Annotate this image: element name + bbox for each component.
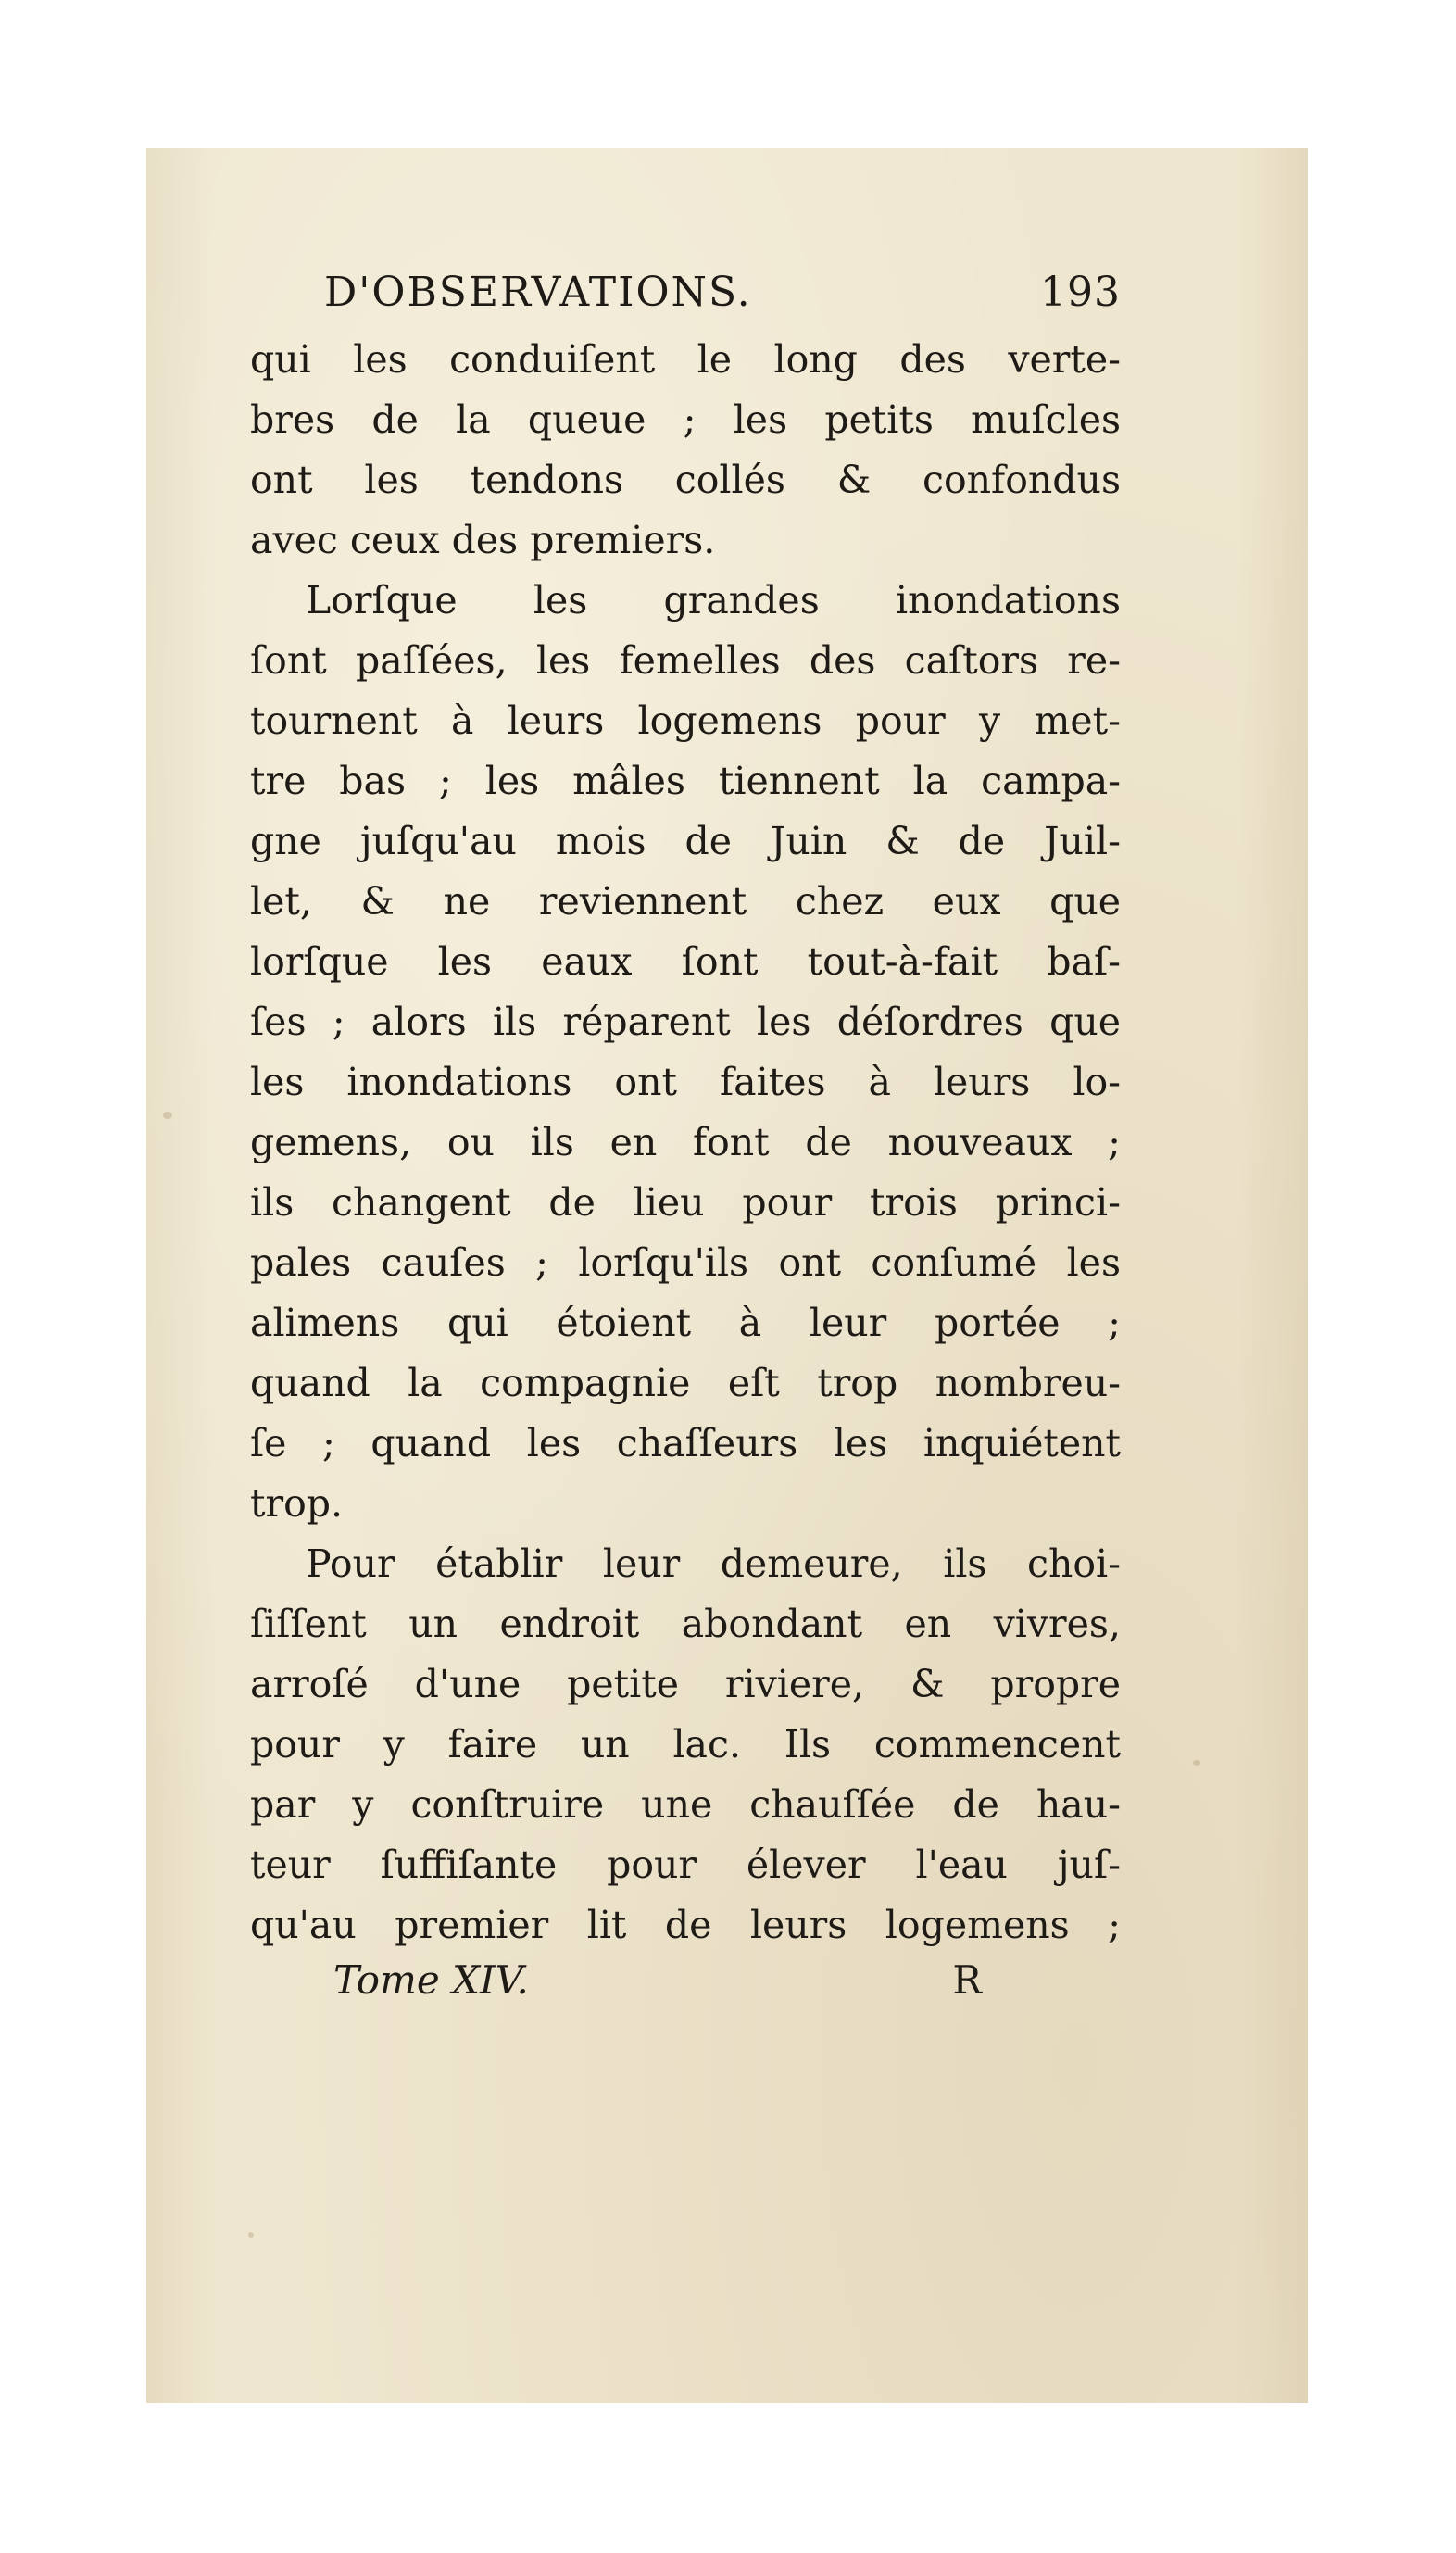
text-line: gemens, ou ils en font de nouveaux ; <box>250 1120 1121 1164</box>
paragraph-start-line: Pour établir leur demeure, ils choi- <box>306 1541 1121 1586</box>
volume-label: Tome XIV. <box>333 1957 529 2003</box>
page-smudge <box>248 2232 254 2238</box>
signature-mark: R <box>952 1957 982 2003</box>
text-line: tournent à leurs logemens pour y met- <box>250 698 1121 743</box>
text-line: ils changent de lieu pour trois princi- <box>250 1180 1121 1225</box>
text-line: pales cauſes ; lorſqu'ils ont conſumé les <box>250 1240 1121 1285</box>
text-line: bres de la queue ; les petits muſcles <box>250 397 1121 442</box>
text-line: quand la compagnie eſt trop nombreu- <box>250 1361 1121 1405</box>
paragraph-start-line: Lorſque les grandes inondations <box>306 578 1121 623</box>
text-line: ſont paſſées, les femelles des caſtors re- <box>250 638 1121 683</box>
text-line: qui les conduiſent le long des verte- <box>250 337 1121 382</box>
page-text-block <box>250 269 1121 2022</box>
text-line: par y conſtruire une chauſſée de hau- <box>250 1782 1121 1827</box>
text-line: avec ceux des premiers. <box>250 518 716 562</box>
text-line: ont les tendons collés & confondus <box>250 458 1121 502</box>
running-head <box>250 269 1121 330</box>
text-line: trop. <box>250 1481 344 1526</box>
page-smudge <box>1193 1760 1200 1766</box>
book-page <box>146 148 1308 2403</box>
text-line: ſes ; alors ils réparent les déſordres que <box>250 1000 1121 1044</box>
text-line: arroſé d'une petite riviere, & propre <box>250 1662 1121 1706</box>
running-head-title: D'OBSERVATIONS. <box>324 269 752 316</box>
text-line: qu'au premier lit de leurs logemens ; <box>250 1903 1121 1947</box>
text-line: lorſque les eaux ſont tout-à-fait baſ- <box>250 939 1121 984</box>
text-line: alimens qui étoient à leur portée ; <box>250 1301 1121 1345</box>
text-line: tre bas ; les mâles tiennent la campa- <box>250 759 1121 803</box>
page-footer <box>250 1957 1121 2022</box>
text-line: teur ſuffiſante pour élever l'eau juſ- <box>250 1842 1121 1887</box>
page-smudge <box>163 1112 172 1119</box>
text-line: gne juſqu'au mois de Juin & de Juil- <box>250 819 1121 863</box>
text-line: ſiſſent un endroit abondant en vivres, <box>250 1602 1121 1646</box>
text-line: let, & ne reviennent chez eux que <box>250 879 1121 924</box>
page-number: 193 <box>1040 269 1121 316</box>
text-line: ſe ; quand les chaſſeurs les inquiétent <box>250 1421 1121 1465</box>
text-line: pour y faire un lac. Ils commencent <box>250 1722 1121 1767</box>
text-line: les inondations ont faites à leurs lo- <box>250 1060 1121 1104</box>
